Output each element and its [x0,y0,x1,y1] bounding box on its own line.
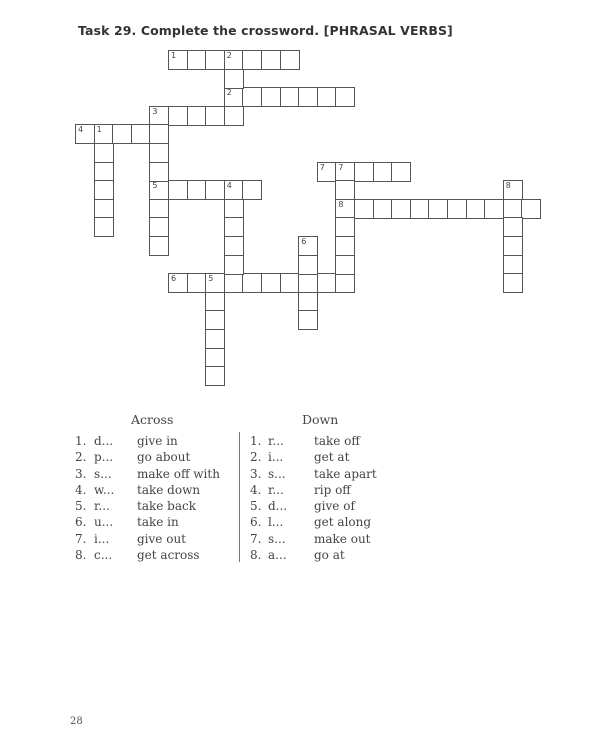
clue-start: s... [94,466,112,481]
crossword-cell[interactable] [131,124,151,144]
across-clue-list [75,434,240,564]
crossword-cell[interactable] [149,180,169,200]
crossword-cell[interactable] [335,87,355,107]
crossword-cell[interactable] [503,217,523,237]
crossword-cell[interactable] [298,87,318,107]
crossword-cell[interactable] [466,199,486,219]
clue-meaning: give of [314,499,355,514]
crossword-cell[interactable] [335,236,355,256]
clue-number: 7. [75,531,87,546]
crossword-cell[interactable] [242,87,262,107]
crossword-cell[interactable] [187,106,207,126]
cell-number: 5 [208,274,214,284]
crossword-cell[interactable] [503,180,523,200]
crossword-cell[interactable] [168,106,188,126]
crossword-cell[interactable] [187,273,207,293]
cell-number: 4 [226,181,232,191]
cell-number: 7 [338,162,344,172]
clue-start: a... [268,548,287,563]
crossword-cell[interactable] [205,310,225,330]
crossword-cell[interactable] [224,255,244,275]
crossword-cell[interactable] [484,199,504,219]
clue-start: p... [94,450,114,465]
crossword-cell[interactable] [205,180,225,200]
crossword-cell[interactable] [224,236,244,256]
clue-meaning: take off [314,434,360,448]
crossword-cell[interactable] [187,180,207,200]
page-number: 28 [70,716,83,727]
crossword-cell[interactable] [428,199,448,219]
crossword-cell[interactable] [205,348,225,368]
clue-item [250,515,430,531]
clue-number: 4. [75,482,87,497]
crossword-cell[interactable] [335,199,355,219]
cell-number: 2 [226,51,232,60]
crossword-cell[interactable] [261,87,281,107]
crossword-cell[interactable] [224,50,244,70]
crossword-cell[interactable] [354,162,374,182]
clue-number: 7. [250,531,262,546]
clue-number: 1. [75,434,87,448]
clue-start: d... [268,499,288,514]
crossword-cell[interactable] [503,255,523,275]
cell-number: 8 [505,181,511,191]
down-clue-list [250,434,430,564]
clue-start: r... [268,434,284,448]
clue-start: d... [94,434,114,448]
cell-number: 1 [171,51,177,60]
clue-meaning: take back [137,499,196,514]
crossword-cell[interactable] [94,180,114,200]
column-divider [239,432,240,562]
clue-number: 2. [250,450,262,465]
clue-number: 3. [75,466,87,481]
crossword-cell[interactable] [298,292,318,312]
clue-start: i... [94,531,110,546]
crossword-cell[interactable] [242,273,262,293]
clue-start: c... [94,548,113,563]
crossword-cell[interactable] [75,124,95,144]
crossword-cell[interactable] [149,236,169,256]
crossword-cell[interactable] [94,217,114,237]
crossword-cell[interactable] [391,162,411,182]
crossword-cell[interactable] [317,273,337,293]
clue-number: 2. [75,450,87,465]
crossword-cell[interactable] [205,50,225,70]
crossword-cell[interactable] [168,273,188,293]
clue-item [75,434,240,450]
crossword-cell[interactable] [280,273,300,293]
clue-number: 8. [250,548,262,563]
crossword-cell[interactable] [205,329,225,349]
crossword-cell[interactable] [447,199,467,219]
clue-start: l... [268,515,284,530]
crossword-cell[interactable] [373,162,393,182]
crossword-cell[interactable] [94,199,114,219]
cell-number: 4 [78,125,84,135]
crossword-cell[interactable] [205,273,225,293]
clue-meaning: take apart [314,466,377,481]
crossword-cell[interactable] [298,236,318,256]
crossword-cell[interactable] [168,180,188,200]
clue-item [75,548,240,564]
crossword-cell[interactable] [298,273,318,293]
crossword-cell[interactable] [224,69,244,89]
clue-number: 5. [250,499,262,514]
crossword-cell[interactable] [149,199,169,219]
crossword-cell[interactable] [335,255,355,275]
cell-number: 6 [171,274,177,284]
clue-item [250,483,430,499]
clue-item [250,548,430,564]
crossword-cell[interactable] [280,50,300,70]
crossword-cell[interactable] [94,124,114,144]
clue-item [75,450,240,466]
clue-number: 1. [250,434,262,448]
crossword-cell[interactable] [317,162,337,182]
clue-item [75,467,240,483]
crossword-cell[interactable] [391,199,411,219]
crossword-cell[interactable] [149,143,169,163]
clue-item [75,515,240,531]
across-heading: Across [131,412,174,427]
crossword-cell[interactable] [149,217,169,237]
clue-meaning: make off with [137,466,220,481]
clue-start: s... [268,466,286,481]
clue-item [250,499,430,515]
clue-meaning: give in [137,434,178,448]
crossword-cell[interactable] [149,162,169,182]
crossword-cell[interactable] [205,106,225,126]
crossword-cell[interactable] [261,273,281,293]
crossword-cell[interactable] [503,199,523,219]
cell-number: 6 [301,237,307,246]
crossword-cell[interactable] [224,87,244,107]
crossword-cell[interactable] [94,162,114,182]
crossword-cell[interactable] [335,162,355,182]
crossword-cell[interactable] [187,50,207,70]
clue-start: w... [94,482,115,497]
crossword-cell[interactable] [317,87,337,107]
crossword-cell[interactable] [280,87,300,107]
clue-start: i... [268,450,284,465]
clue-meaning: get at [314,450,350,465]
crossword-cell[interactable] [503,236,523,256]
clue-start: u... [94,515,114,530]
task-title: Task 29. Complete the crossword. [PHRASAL VERBS] [78,23,453,38]
clue-meaning: rip off [314,482,351,497]
clue-start: r... [94,499,110,514]
cell-number: 1 [96,125,102,135]
crossword-cell[interactable] [335,273,355,293]
crossword-cell[interactable] [373,199,393,219]
crossword-cell[interactable] [224,106,244,126]
clue-number: 3. [250,466,262,481]
clue-start: s... [268,531,286,546]
cell-number: 5 [152,181,158,191]
crossword-cell[interactable] [149,106,169,126]
clue-number: 5. [75,499,87,514]
cell-number: 7 [319,162,325,172]
crossword-cell[interactable] [205,292,225,312]
clue-number: 8. [75,548,87,563]
clue-meaning: give out [137,531,186,546]
crossword-cell[interactable] [298,310,318,330]
clue-item [75,483,240,499]
crossword-cell[interactable] [205,366,225,386]
clue-meaning: get along [314,515,372,530]
crossword-cell[interactable] [224,273,244,293]
cell-number: 2 [226,88,232,98]
clue-meaning: take down [137,482,201,497]
crossword-cell[interactable] [298,255,318,275]
clue-item [75,499,240,515]
cell-number: 3 [152,106,158,116]
crossword-cell[interactable] [261,50,281,70]
clue-item [250,450,430,466]
clue-meaning: go at [314,548,345,563]
crossword-cell[interactable] [224,217,244,237]
clue-meaning: take in [137,515,179,530]
clue-meaning: go about [137,450,191,465]
cell-number: 8 [338,199,344,209]
crossword-cell[interactable] [168,50,188,70]
clue-meaning: get across [137,548,200,563]
crossword-cell[interactable] [112,124,132,144]
clue-start: r... [268,482,284,497]
crossword-cell[interactable] [503,273,523,293]
clue-item [75,532,240,548]
down-heading: Down [302,412,339,427]
crossword-cell[interactable] [224,180,244,200]
clue-number: 4. [250,482,262,497]
clue-number: 6. [250,515,262,530]
clue-item [250,434,430,450]
clue-number: 6. [75,515,87,530]
crossword-cell[interactable] [335,180,355,200]
crossword-cell[interactable] [410,199,430,219]
crossword-cell[interactable] [354,199,374,219]
crossword-cell[interactable] [521,199,541,219]
clue-item [250,532,430,548]
clue-item [250,467,430,483]
crossword-cell[interactable] [242,180,262,200]
crossword-cell[interactable] [94,143,114,163]
clue-meaning: make out [314,531,371,546]
crossword-cell[interactable] [335,217,355,237]
crossword-cell[interactable] [224,199,244,219]
crossword-cell[interactable] [149,124,169,144]
crossword-cell[interactable] [242,50,262,70]
